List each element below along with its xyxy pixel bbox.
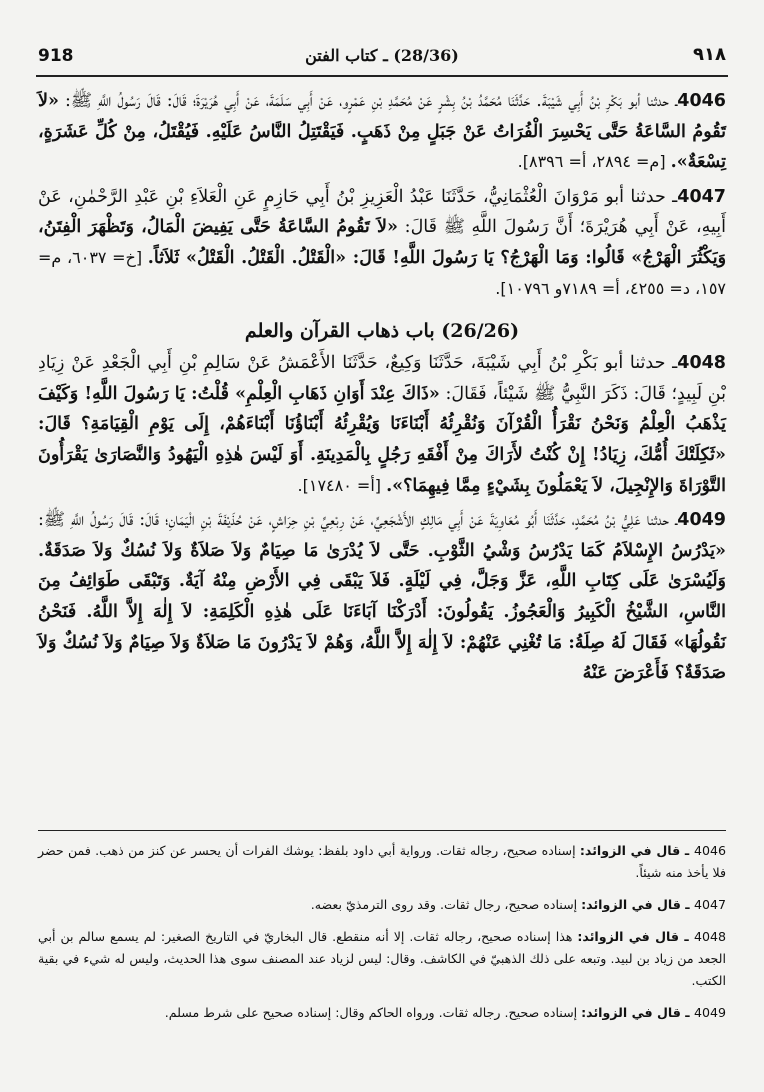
footnote-number: 4046 — [693, 843, 726, 858]
footnote-4048 — [38, 926, 726, 992]
hadith-number: 4047 — [677, 186, 726, 207]
hadith-reference: [خ= ٦٠٣٧، م= ١٥٧، د= ٤٢٥٥، أ= ٧١٨٩و ١٠٧٩٦]. — [38, 247, 726, 298]
footnote-divider — [38, 830, 726, 831]
footnote-text: إسناده صحيح، رجاله ثقات. ورواية أبي داود بلفظ: يوشك الفرات أن يحسر عن كنز من ذهب. فمن حضر فلا يأخذ منه شيئاً. — [38, 843, 726, 880]
hadith-matn: «لاَ تَقُومُ السَّاعَةُ حَتَّى يَحْسِرَ الْفُرَاتُ عَنْ جَبَلٍ مِنْ ذَهَبٍ. فَيَقْتَتِلُ النَّاسُ عَلَيْهِ. فَيُقْتَلُ، مِنْ كُلِّ عَشَرَةٍ، تِسْعَةٌ». — [38, 91, 726, 173]
page-number-arabic: ٩١٨ — [693, 44, 726, 65]
hadith-isnad: ـ حدثنا أبو مَرْوَانَ الْعُثْمَانِيُّ، حَدَّثَنَا عَبْدُ الْعَزِيزِ بْنُ أَبِي حَازِمٍ عَنِ الْعَلاَءِ بْنِ عَبْدِ الرَّحْمٰنِ، عَنْ أَبِيهِ، عَنْ أَبِي هُرَيْرَةَ؛ أَنَّ رَسُولَ اللَّهِ ﷺ قَالَ: — [38, 186, 726, 238]
footnote-text: إسناده صحيح، رجال ثقات. وقد روى الترمذيّ بعضه. — [310, 897, 582, 912]
hadith-4048 — [38, 348, 726, 501]
hadith-matn: «ذَاكَ عِنْدَ أَوَانِ ذَهَابِ الْعِلْمِ» قُلْتُ: يَا رَسُولَ اللَّهِ! وَكَيْفَ يَذْهَبُ الْعِلْمُ وَنَحْنُ نَقْرَأُ الْقُرْآنَ وَنُقْرِئُهُ أَبْنَاءَنَا وَيُقْرِئُهُ أَبْنَاؤُنَا أَبْنَاءَهُمْ، إِلَى يَوْمِ الْقِيَامَةِ؟ قَالَ: «ثَكِلَتْكَ أُمُّكَ، زِيَادُ! إِنْ كُنْتُ لأَرَاكَ مِنْ أَفْقَهِ رَجُلٍ بِالْمَدِينَةِ. أَوَ لَيْسَ هٰذِهِ الْيَهُودُ وَالنَّصَارَىٰ يَقْرَأُونَ التَّوْرَاةَ وَالإِنْجِيلَ، لاَ يَعْمَلُونَ بِشَيْءٍ مِمَّا فِيهِمَا؟». — [38, 383, 726, 496]
hadith-matn: «يَدْرُسُ الإِسْلاَمُ كَمَا يَدْرُسُ وَشْيُ الثَّوْبِ. حَتَّى لاَ يُدْرَىٰ مَا صِيَامٌ وَلاَ صَلاَةٌ وَلاَ نُسُكٌ وَلاَ صَدَقَةٌ. وَلَيُسْرَىٰ عَلَى كِتَابِ اللَّهِ، عَزَّ وَجَلَّ، فِي لَيْلَةٍ. فَلاَ يَبْقَى فِي الأَرْضِ مِنْهُ آيَةٌ. وَتَبْقَى طَوَائِفُ مِنَ النَّاسِ، الشَّيْخُ الْكَبِيرُ وَالْعَجُوزُ. يَقُولُونَ: أَدْرَكْنَا آبَاءَنَا عَلَى هٰذِهِ الْكَلِمَةِ: لاَ إِلٰهَ إِلاَّ اللَّهُ. فَنَحْنُ نَقُولُهَا» فَقَالَ لَهُ صِلَةُ: مَا تُغْنِي عَنْهُمْ: لاَ إِلٰهَ إِلاَّ اللَّهُ، وَهُمْ لاَ يَدْرُونَ مَا صَلاَةٌ وَلاَ صِيَامٌ وَلاَ نُسُكٌ وَلاَ صَدَقَةٌ؟ فَأَعْرَضَ عَنْهُ — [38, 540, 726, 684]
footnote-number: 4047 — [693, 897, 726, 912]
hadith-isnad: ـ حدثنا أبو بَكْرِ بْنُ أَبِي شَيْبَةَ. حَدَّثَنَا مُحَمَّدُ بْنُ بِشْرٍ عَنْ مُحَمَّدِ بْنِ عَمْرٍو، عَنْ أَبِي سَلَمَةَ، عَنْ أَبِي هُرَيْرَةَ؛ قَالَ: قَالَ رَسُولُ اللَّهِ ﷺ: — [58, 91, 678, 111]
footnote-4047 — [38, 894, 726, 916]
footnote-4049 — [38, 1002, 726, 1024]
footnote-number: 4048 — [693, 929, 727, 944]
footnote-lead: ـ قال في الزوائد: — [581, 897, 694, 912]
running-title: (28/36) ـ كتاب الفتن — [305, 46, 459, 65]
hadith-4046 — [38, 86, 726, 178]
header-divider — [36, 75, 728, 77]
hadith-matn: «لاَ تَقُومُ السَّاعَةُ حَتَّى يَفِيضَ الْمَالُ، وَتَظْهَرَ الْفِتَنُ، وَيَكْثُرَ الْهَرْجُ» قَالُوا: وَمَا الْهَرْجُ؟ يَا رَسُولَ اللَّهِ! قَالَ: «الْقَتْلُ. الْقَتْلُ. الْقَتْلُ» ثَلاَثاً. — [38, 217, 727, 268]
hadith-reference: [أ= ١٧٤٨٠]. — [297, 475, 387, 495]
footnote-lead: ـ قال في الزوائد: — [581, 1005, 694, 1020]
footnotes — [38, 840, 726, 1034]
footnote-text: هذا إسناده صحيح، رجاله ثقات. إلا أنه منقطع. قال البخاريّ في التاريخ الصغير: لم يسمع سالم بن أبي الجعد من زياد بن لبيد. وتبعه على ذلك الذهبيّ في الكاشف. وقال: ليس لزياد عند المصنف سوى هذا الحديث، وليس له شيء في بقية الكتب. — [38, 929, 726, 988]
footnote-lead: ـ قال في الزوائد: — [577, 929, 694, 944]
footnote-text: إسناده صحيح. رجاله ثقات. ورواه الحاكم وقال: إسناده صحيح على شرط مسلم. — [164, 1005, 582, 1020]
footnote-number: 4049 — [693, 1005, 726, 1020]
page-number-latin: 918 — [38, 46, 74, 66]
footnote-4046 — [38, 840, 726, 884]
chapter-title: (26/26) باب ذهاب القرآن والعلم — [244, 320, 520, 343]
footnote-lead: ـ قال في الزوائد: — [579, 843, 694, 858]
hadith-number: 4046 — [677, 91, 726, 111]
hadith-isnad: ـ حدثنا أبو بَكْرِ بْنُ أَبِي شَيْبَةَ، حَدَّثَنَا وَكِيعٌ، حَدَّثَنَا الأَعْمَشُ عَنْ سَالِمِ بْنِ أَبِي الْجَعْدِ عَنْ زِيَادِ بْنِ لَبِيدٍ؛ قَالَ: ذَكَرَ النَّبِيُّ ﷺ شَيْئاً، فَقَالَ: — [38, 353, 727, 404]
hadith-4049 — [38, 505, 726, 689]
hadith-isnad: ـ حدثنا عَلِيُّ بْنُ مُحَمَّدٍ، حَدَّثَنَا أَبُو مُعَاوِيَةَ عَنْ أَبِي مَالِكٍ الأَشْجَعِيِّ، عَنْ رِبْعِيِّ بْنِ حِرَاشٍ، عَنْ حُذَيْفَةَ بْنِ الْيَمَانِ؛ قَالَ: قَالَ رَسُولُ اللَّهِ ﷺ: — [38, 510, 678, 531]
hadith-reference: [م= ٢٨٩٤، أ= ٨٣٩٦]. — [517, 152, 671, 172]
hadith-4047 — [38, 182, 726, 304]
main-text — [38, 86, 726, 693]
page-header — [38, 44, 726, 74]
hadith-number: 4049 — [677, 510, 726, 531]
hadith-number: 4048 — [677, 353, 726, 374]
